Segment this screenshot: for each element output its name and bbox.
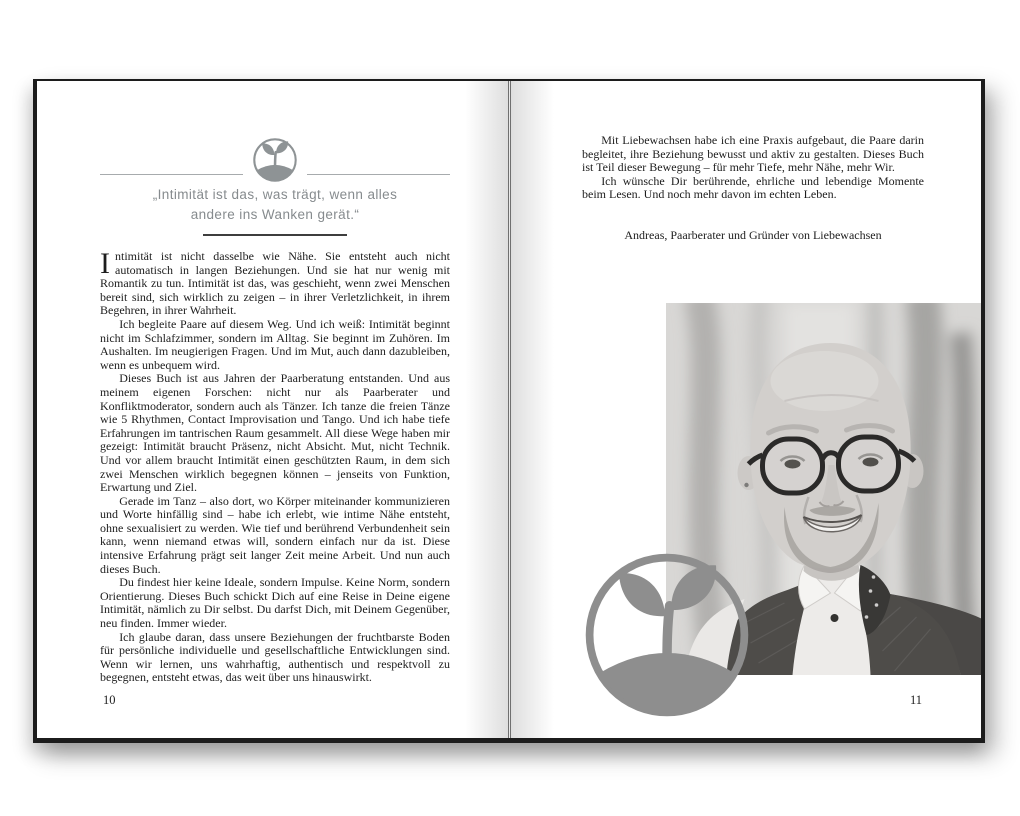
chapter-ornament	[100, 137, 450, 183]
quote-line-1: „Intimität ist das, was trägt, wenn alles	[152, 187, 398, 202]
sprout-circle-icon	[581, 549, 753, 721]
book-spread	[33, 79, 985, 743]
book-spine	[508, 81, 511, 738]
body-paragraph: Ich wünsche Dir berührende, ehrliche und lebendige Momente beim Lesen. Und noch mehr davon im echten Leben.	[582, 173, 924, 202]
page-right	[511, 81, 981, 738]
page-left	[37, 81, 507, 738]
body-paragraph	[100, 247, 450, 318]
earring-stud	[744, 483, 748, 487]
right-body-text	[582, 134, 924, 202]
chapter-quote	[100, 185, 450, 224]
page-number-left: 10	[103, 693, 116, 707]
quote-divider-rule	[203, 234, 347, 236]
ornament-rule-right	[307, 174, 450, 175]
body-paragraph: Gerade im Tanz – also dort, wo Körper miteinander kommunizieren und Worte hinfällig sind – habe ich erlebt, wie intime Nähe entsteht, ohne sexualisiert zu werden. Wie tief und berührend Verbundenheit sein kann, wenn niemand etwas will, sondern einfach nur da ist. Diese intensive Erfahrung prägt seit langer Zeit meine Arbeit. Und nun auch dieses Buch.	[100, 493, 450, 576]
quote-line-2: andere ins Wanken gerät.“	[190, 206, 360, 222]
ornament-rule-left	[100, 174, 243, 175]
body-paragraph: Du findest hier keine Ideale, sondern Impulse. Keine Norm, sondern Orientierung. Dieses Buch schickt Dich auf eine Reise in Deine eigene Intimität, nämlich zu Dir selbst. Du darfst Dich, mit Deinem Gegenüber, neu finden. Immer wieder.	[100, 575, 450, 631]
page-number-right: 11	[910, 693, 923, 707]
body-paragraph: Mit Liebewachsen habe ich eine Praxis aufgebaut, die Paare darin begleitet, ihre Beziehung bewusst und aktiv zu gestalten. Dieses Buch ist Teil dieser Bewegung – für mehr Tiefe, mehr Nähe, mehr Wir.	[582, 133, 924, 175]
sprout-circle-icon	[252, 137, 298, 183]
body-paragraph: Ich begleite Paare auf diesem Weg. Und ich weiß: Intimität beginnt nicht im Schlafzimmer, sondern im Alltag. Sie beginnt im Zuhören. Im Aushalten. Im neugierigen Fragen. Und im Mut, auch dann dazubleiben, wenn es unbequem wird.	[100, 316, 450, 372]
body-paragraph: Ich glaube daran, dass unsere Beziehungen der fruchtbarste Boden für persönliche individuelle und gesellschaftliche Entwicklungen sind. Wenn wir lernen, uns wahrhaftig, authentisch und respektvoll zu begegnen, entsteht etwas, das weit über uns hinauswirkt.	[100, 629, 450, 685]
drop-cap: I	[100, 247, 110, 280]
paragraph-text: ntimität ist nicht dasselbe wie Nähe. Sie entsteht auch nicht automatisch in langen Beziehungen. Und sie hat nur wenig mit Romantik zu tun. Intimität ist das, was geschieht, wenn zwei Menschen bereit sind, sich wirklich zu zeigen – in ihrer Verletzlichkeit, in ihrem Begehren, in ihrer Wahrheit.	[100, 249, 450, 318]
body-paragraph: Dieses Buch ist aus Jahren der Paarberatung entstanden. Und aus meinem eigenen Forschen: nicht nur als Paarberater und Konfliktmoderator, sondern auch als Tänzer. Ich tanze die freien Tänze wie 5 Rhythmen, Contact Improvisation und Tango. Und ich habe tiefe Erfahrungen im tantrischen Raum gesammelt. All diese Wege haben mir gezeigt: Intimität braucht Präsenz, nicht Absicht. Mut, nicht Technik. Und vor allem braucht Intimität einen geschützten Raum, in dem sich zwei Menschen wirklich begegnen können – jenseits von Funktion, Erwartung und Ziel.	[100, 371, 450, 495]
left-body-text	[100, 247, 450, 685]
author-byline: Andreas, Paarberater und Gründer von Liebewachsen	[624, 228, 882, 242]
